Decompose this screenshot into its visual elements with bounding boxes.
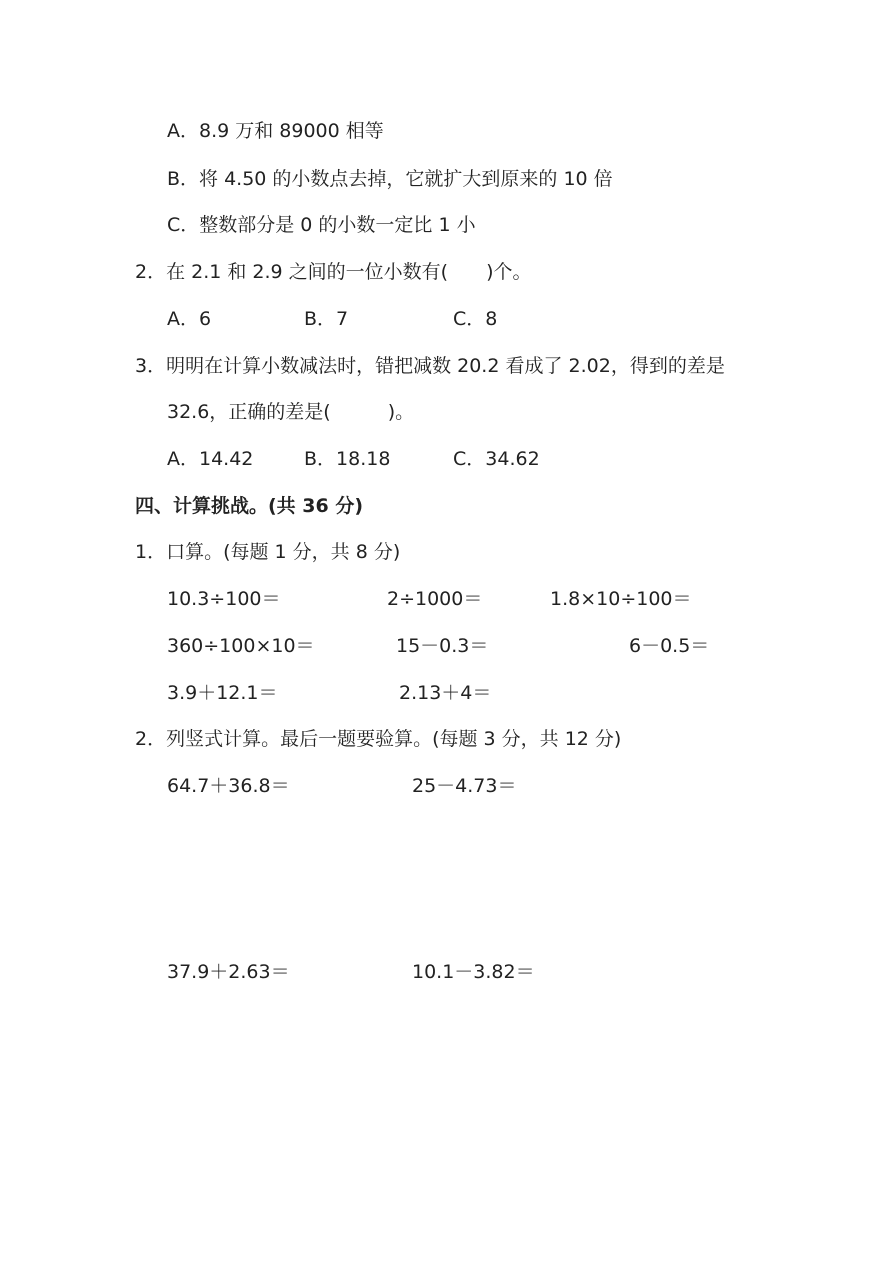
oral-item-7: 3.9＋12.1＝ bbox=[167, 682, 278, 704]
oral-item-3: 1.8×10÷100＝ bbox=[550, 588, 692, 610]
q1-option-c: C．整数部分是 0 的小数一定比 1 小 bbox=[167, 214, 476, 236]
q1-option-a: A．8.9 万和 89000 相等 bbox=[167, 120, 384, 142]
q3-stem-line2: 32.6，正确的差是( )。 bbox=[167, 401, 415, 423]
oral-item-2: 2÷1000＝ bbox=[387, 588, 483, 610]
vertical-item-4: 10.1－3.82＝ bbox=[412, 961, 535, 983]
q2-option-b: B．7 bbox=[304, 308, 349, 330]
q3-option-a: A．14.42 bbox=[167, 448, 254, 470]
vertical-item-1: 64.7＋36.8＝ bbox=[167, 775, 290, 797]
oral-item-1: 10.3÷100＝ bbox=[167, 588, 281, 610]
part2-title: 2．列竖式计算。最后一题要验算。(每题 3 分，共 12 分) bbox=[135, 728, 622, 750]
oral-item-5: 15－0.3＝ bbox=[396, 635, 489, 657]
q3-option-b: B．18.18 bbox=[304, 448, 391, 470]
q2-option-a: A．6 bbox=[167, 308, 212, 330]
vertical-item-3: 37.9＋2.63＝ bbox=[167, 961, 290, 983]
oral-item-8: 2.13＋4＝ bbox=[399, 682, 492, 704]
oral-item-6: 6－0.5＝ bbox=[629, 635, 710, 657]
oral-item-4: 360÷100×10＝ bbox=[167, 635, 315, 657]
q3-stem-line1: 3．明明在计算小数减法时，错把减数 20.2 看成了 2.02，得到的差是 bbox=[135, 355, 725, 377]
part1-title: 1．口算。(每题 1 分，共 8 分) bbox=[135, 541, 401, 563]
q2-option-c: C．8 bbox=[453, 308, 498, 330]
q2-stem: 2．在 2.1 和 2.9 之间的一位小数有( )个。 bbox=[135, 261, 532, 283]
vertical-item-2: 25－4.73＝ bbox=[412, 775, 517, 797]
section4-title: 四、计算挑战。(共 36 分) bbox=[135, 495, 364, 517]
q3-option-c: C．34.62 bbox=[453, 448, 540, 470]
q1-option-b: B．将 4.50 的小数点去掉，它就扩大到原来的 10 倍 bbox=[167, 168, 613, 190]
